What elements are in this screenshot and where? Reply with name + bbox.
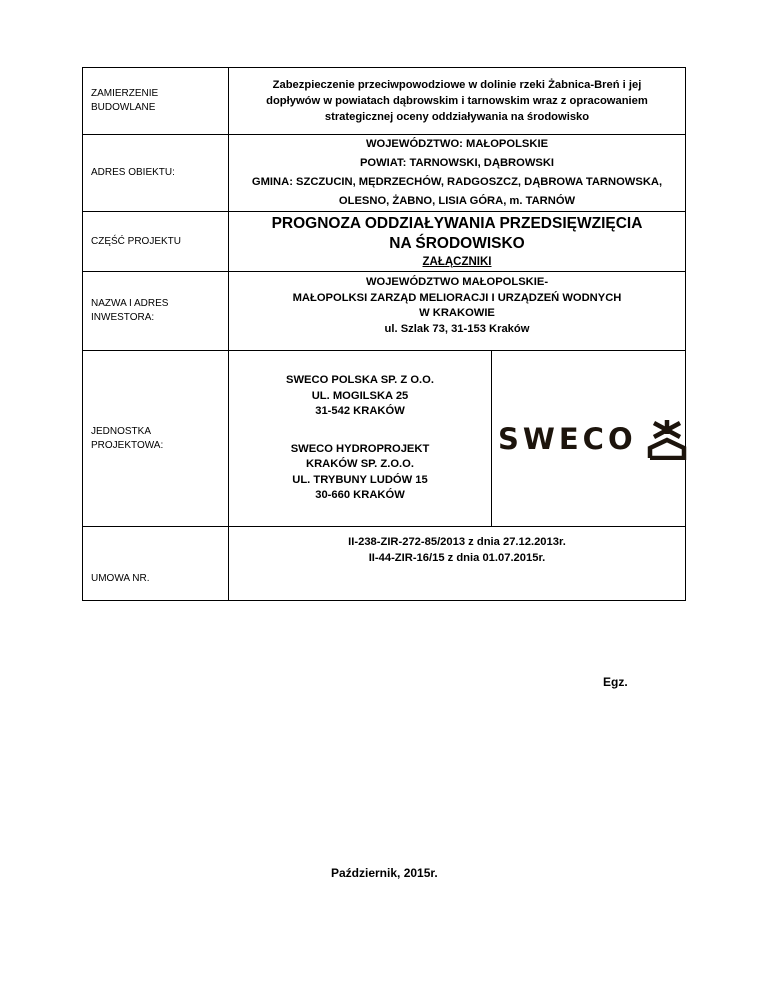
label-zamierzenie-line2: BUDOWLANE bbox=[91, 102, 156, 113]
cover-table bbox=[82, 67, 686, 601]
row-zamierzenie bbox=[83, 68, 686, 135]
sweco-logo bbox=[492, 351, 686, 526]
label-jednostka-line1: JEDNOSTKA bbox=[91, 425, 152, 437]
firm1-line-3: 31-542 KRAKÓW bbox=[315, 405, 405, 418]
label-inwestor-line2: INWESTORA: bbox=[91, 312, 155, 323]
inwestor-line-2: MAŁOPOLKSI ZARZĄD MELIORACJI I URZĄDZEŃ WODNYCH bbox=[292, 291, 622, 304]
inwestor-line-4: ul. Szlak 73, 31-153 Kraków bbox=[384, 322, 530, 335]
firm1-line-2: UL. MOGILSKA 25 bbox=[311, 389, 409, 402]
adres-line-4: OLESNO, ŻABNO, LISIA GÓRA, m. TARNÓW bbox=[338, 195, 576, 207]
adres-line-1: WOJEWÓDZTWO: MAŁOPOLSKIE bbox=[365, 138, 549, 150]
label-czesc: CZĘŚĆ PROJEKTU bbox=[83, 212, 229, 272]
value-jednostka bbox=[229, 351, 686, 527]
label-jednostka-line2: PROJEKTOWA: bbox=[91, 439, 164, 451]
row-adres bbox=[83, 135, 686, 212]
row-umowa bbox=[83, 527, 686, 601]
label-adres: ADRES OBIEKTU: bbox=[83, 135, 229, 212]
label-inwestor bbox=[83, 272, 229, 351]
jednostka-inner-table bbox=[229, 351, 685, 526]
umowa-line-1: II-238-ZIR-272-85/2013 z dnia 27.12.2013r. bbox=[348, 536, 566, 548]
label-inwestor-line1: NAZWA I ADRES bbox=[91, 298, 169, 309]
umowa-line-2: II-44-ZIR-16/15 z dnia 01.07.2015r. bbox=[368, 551, 546, 564]
adres-line-3: GMINA: SZCZUCIN, MĘDRZECHÓW, RADGOSZCZ, DĄBROWA TARNOWSKA, bbox=[251, 176, 663, 188]
sweco-logo-text: SWECO bbox=[498, 421, 637, 456]
firm2-line-3: UL. TRYBUNY LUDÓW 15 bbox=[292, 473, 428, 486]
adres-line-2: POWIAT: TARNOWSKI, DĄBROWSKI bbox=[359, 157, 555, 169]
firms-cell bbox=[229, 351, 492, 526]
inwestor-line-3: W KRAKOWIE bbox=[419, 307, 495, 319]
zamierzenie-line-2: dopływów w powiatach dąbrowskim i tarnowskim wraz z opracowaniem bbox=[266, 95, 648, 107]
label-zamierzenie bbox=[83, 68, 229, 135]
egz-label: Egz. bbox=[603, 675, 628, 689]
czesc-line-1: PROGNOZA ODDZIAŁYWANIA PRZEDSIĘWZIĘCIA bbox=[271, 214, 643, 232]
czesc-line-3: ZAŁĄCZNIKI bbox=[422, 255, 492, 268]
label-umowa: UMOWA NR. bbox=[83, 527, 229, 601]
value-zamierzenie bbox=[229, 68, 686, 135]
zamierzenie-line-3: strategicznej oceny oddziaływania na środowisko bbox=[324, 111, 590, 123]
firm2-line-1: SWECO HYDROPROJEKT bbox=[290, 442, 430, 455]
firm1-line-1: SWECO POLSKA SP. Z O.O. bbox=[286, 374, 434, 387]
firm2-line-2: KRAKÓW SP. Z.O.O. bbox=[306, 458, 414, 471]
row-czesc bbox=[83, 212, 686, 272]
value-adres bbox=[229, 135, 686, 212]
value-czesc bbox=[229, 212, 686, 272]
firm-2 bbox=[229, 442, 491, 504]
value-inwestor bbox=[229, 272, 686, 351]
czesc-line-2: NA ŚRODOWISKO bbox=[389, 234, 525, 252]
inwestor-line-1: WOJEWÓDZTWO MAŁOPOLSKIE- bbox=[365, 276, 549, 288]
date-label: Październik, 2015r. bbox=[331, 866, 438, 880]
value-umowa bbox=[229, 527, 686, 601]
row-jednostka bbox=[83, 351, 686, 527]
zamierzenie-line-1: Zabezpieczenie przeciwpowodziowe w dolinie rzeki Żabnica-Breń i jej bbox=[272, 79, 642, 91]
label-zamierzenie-line1: ZAMIERZENIE bbox=[91, 88, 159, 99]
label-jednostka bbox=[83, 351, 229, 527]
row-inwestor bbox=[83, 272, 686, 351]
sweco-emblem-icon bbox=[647, 418, 687, 460]
firm2-line-4: 30-660 KRAKÓW bbox=[315, 489, 405, 502]
firm-1 bbox=[229, 373, 491, 420]
